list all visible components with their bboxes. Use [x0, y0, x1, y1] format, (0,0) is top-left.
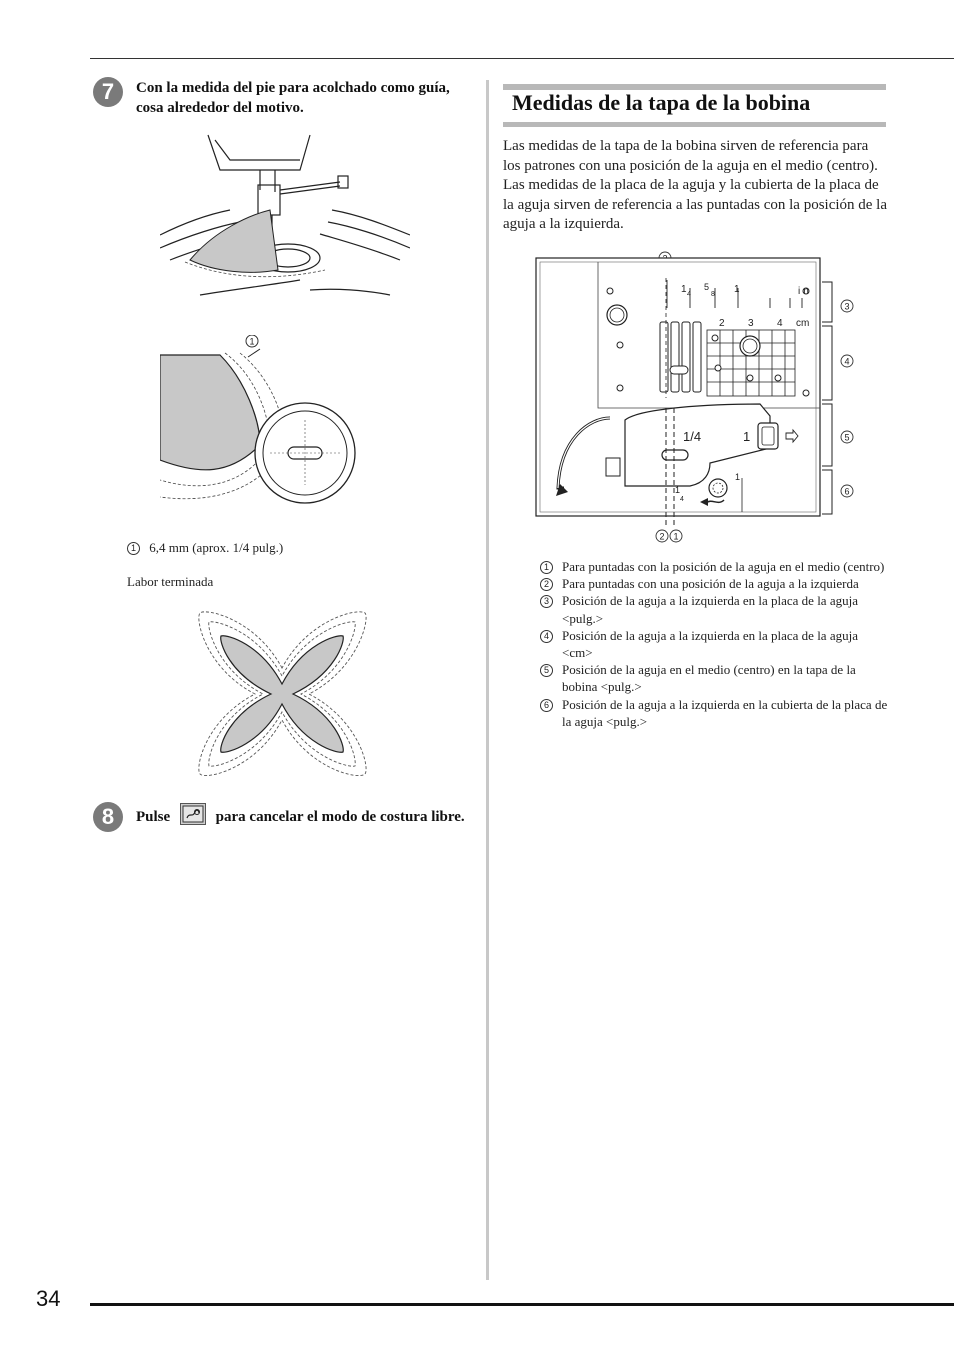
- scale-in-label-5: 5: [704, 282, 710, 292]
- legend-item-2: [540, 575, 890, 592]
- page-number: 34: [36, 1286, 61, 1311]
- section-bar-bottom: [503, 122, 886, 127]
- cover-plate-label-1: 1: [735, 472, 741, 482]
- callout-right-6: 6: [844, 486, 850, 497]
- legend-text: Posición de la aguja en el medio (centro) en la tapa de la bobina <pulg.>: [562, 662, 856, 695]
- finished-label: Labor terminada: [127, 574, 214, 589]
- legend-number: 3: [540, 595, 553, 608]
- intro-paragraph: Las medidas de la tapa de la bobina sirven de referencia para los patrones con una posición de la aguja en el medio (centro). Las medidas de la placa de la aguja y la cubierta de la placa de la aguja sirven de referencia a las puntadas con la posición de la aguja a la izquierda.: [503, 138, 888, 232]
- legend-number: 4: [540, 630, 553, 643]
- legend-number: 2: [540, 578, 553, 591]
- callout-right-5: 5: [844, 432, 850, 443]
- caption-1: [127, 540, 283, 556]
- scale-in-label-4: 4: [687, 291, 691, 298]
- top-rule: [90, 58, 954, 59]
- column-divider: [486, 80, 489, 1280]
- scale-in-label-1: 1: [681, 284, 687, 295]
- legend-item-6: [540, 696, 890, 730]
- callout-bottom-2: 2: [659, 531, 665, 542]
- caption-1-text: 6,4 mm (aprox. 1/4 pulg.): [149, 540, 284, 555]
- legend-text: Posición de la aguja a la izquierda en la placa de la aguja <cm>: [562, 627, 858, 661]
- legend-text: Posición de la aguja a la izquierda en la placa de la aguja <pulg.>: [562, 593, 858, 626]
- quilting-hands-illustration: [160, 130, 410, 310]
- foot-guide-illustration: [160, 335, 360, 510]
- scale-cm-label-3: 3: [748, 318, 754, 329]
- scale-cm-label-4: 4: [777, 318, 783, 329]
- cover-label-one: 1: [743, 429, 751, 444]
- free-motion-key-icon[interactable]: [180, 803, 206, 825]
- legend-number: 6: [540, 699, 553, 712]
- legend-number: 1: [540, 561, 553, 574]
- step-8-text-after: para cancelar el modo de costura libre.: [215, 809, 465, 825]
- scale-in-label-8: 8: [711, 291, 715, 298]
- step-8-badge: 8: [93, 802, 123, 832]
- cover-plate-label-4: 4: [680, 496, 684, 503]
- legend-text: Posición de la aguja a la izquierda en la cubierta de la placa de la aguja <pulg.>: [562, 696, 888, 729]
- finished-work-illustration: [195, 608, 370, 780]
- bobbin-cover-diagram: [530, 248, 865, 546]
- scale-in-label-one: 1: [734, 284, 740, 295]
- callout-bottom-1: 1: [673, 531, 679, 542]
- legend-text: Para puntadas con la posición de la aguja en el medio (centro): [562, 559, 885, 574]
- step-8-text-before: Pulse: [136, 809, 171, 825]
- callout-right-3: 3: [844, 301, 850, 312]
- step-7-badge: 7: [93, 77, 123, 107]
- cover-plate-label-one: 1: [675, 485, 681, 495]
- legend-item-4: [540, 627, 890, 661]
- legend-item-3: [540, 592, 890, 626]
- scale-cm-unit: cm: [796, 318, 810, 329]
- caption-1-number: 1: [127, 542, 140, 555]
- cover-label-quarter: 1/4: [683, 429, 702, 444]
- legend-text: Para puntadas con una posición de la aguja a la izquierda: [562, 576, 859, 592]
- section-title: Medidas de la tapa de la bobina: [512, 90, 811, 115]
- callout-right-4: 4: [844, 356, 850, 367]
- legend-item-1: [540, 558, 890, 575]
- step-8-text: [136, 803, 471, 827]
- legend-number: 5: [540, 664, 553, 677]
- legend-item-5: [540, 661, 890, 695]
- bottom-rule: [90, 1303, 954, 1306]
- figure-callout-1: 1: [249, 336, 255, 347]
- scale-cm-label-2: 2: [719, 318, 725, 329]
- step-7-text: Con la medida del pie para acolchado como guía, cosa alrededor del motivo.: [136, 80, 450, 116]
- diagram-legend: [540, 558, 890, 730]
- scale-in-unit: in: [798, 286, 812, 297]
